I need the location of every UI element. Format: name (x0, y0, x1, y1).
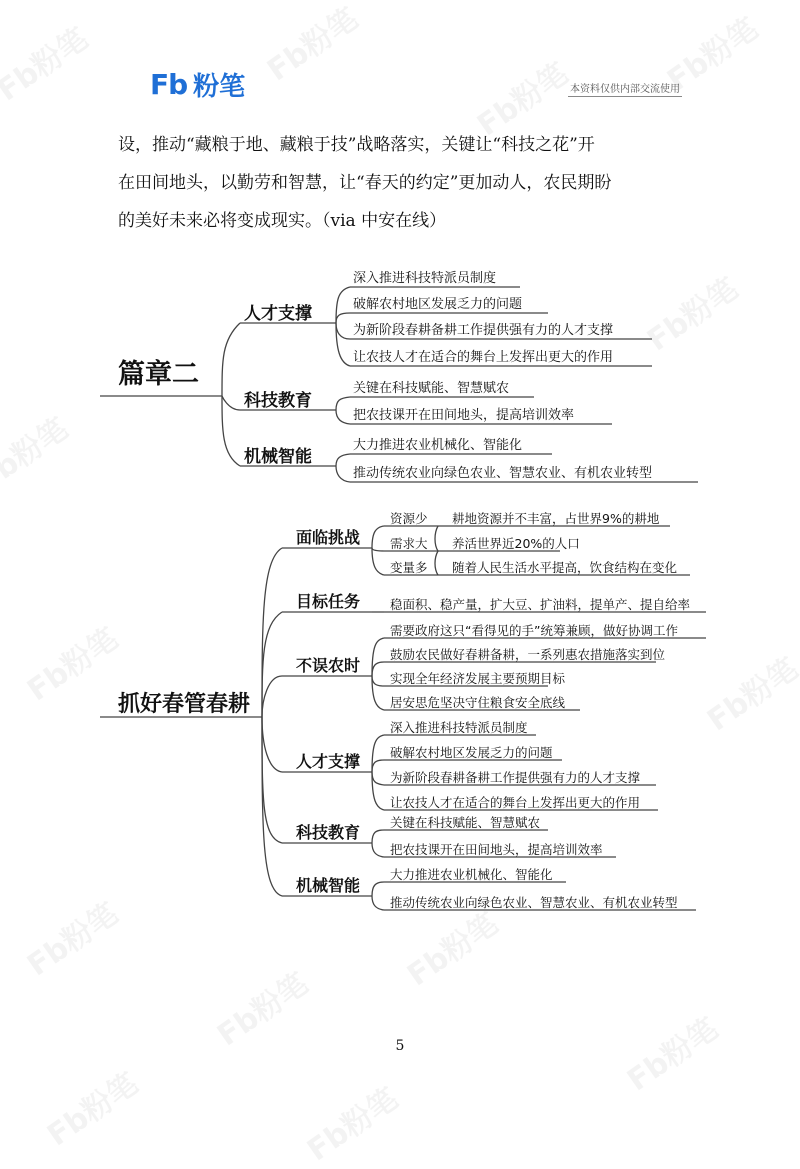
leaf-item: 居安思危坚决守住粮食安全底线 (390, 695, 566, 710)
leaf-item: 鼓励农民做好春耕备耕，一系列惠农措施落实到位 (390, 647, 666, 662)
pair-value: 随着人民生活水平提高，饮食结构在变化 (452, 560, 678, 575)
branch-label: 科技教育 (296, 823, 361, 842)
leaf-item: 大力推进农业机械化、智能化 (390, 867, 553, 882)
paragraph-line: 在田间地头，以勤劳和智慧，让“春天的约定”更加动人，农民期盼 (118, 173, 612, 193)
branch-label: 不误农时 (296, 656, 361, 675)
paragraph-line: 的美好未来必将变成现实。（via 中安在线） (118, 211, 447, 231)
paragraph-line: 设，推动“藏粮于地、藏粮于技”战略落实，关键让“科技之花”开 (118, 135, 595, 155)
branch-label: 人才支撑 (244, 304, 312, 324)
mindmap-title: 抓好春管春耕 (118, 692, 251, 717)
leaf-item: 为新阶段春耕备耕工作提供强有力的人才支撑 (353, 323, 614, 338)
leaf-item: 把农技课开在田间地头，提高培训效率 (353, 408, 575, 423)
branch-label: 机械智能 (244, 447, 312, 467)
mindmap-title: 篇章二 (118, 359, 199, 390)
logo-mark: Fb (150, 68, 188, 101)
leaf-item: 为新阶段春耕备耕工作提供强有力的人才支撑 (390, 770, 641, 785)
branch-label: 机械智能 (296, 876, 361, 895)
leaf-item: 深入推进科技特派员制度 (390, 720, 528, 735)
leaf-item: 大力推进农业机械化、智能化 (353, 438, 523, 453)
pair-value: 养活世界近20%的人口 (452, 536, 580, 551)
internal-use-notice: 本资料仅供内部交流使用 (568, 80, 682, 97)
leaf-item: 深入推进科技特派员制度 (353, 271, 497, 286)
leaf-item: 推动传统农业向绿色农业、智慧农业、有机农业转型 (390, 895, 678, 910)
branch-label: 面临挑战 (296, 528, 361, 547)
leaf-item: 让农技人才在适合的舞台上发挥出更大的作用 (390, 795, 641, 810)
branch-label: 科技教育 (244, 391, 312, 411)
branch-label: 人才支撑 (296, 752, 361, 771)
pair-key: 需求大 (390, 536, 428, 551)
leaf-item: 推动传统农业向绿色农业、智慧农业、有机农业转型 (353, 466, 653, 481)
leaf-item: 实现全年经济发展主要预期目标 (390, 671, 566, 686)
leaf-item: 破解农村地区发展乏力的问题 (390, 745, 553, 760)
leaf-item: 稳面积、稳产量，扩大豆、扩油料，提单产、提自给率 (390, 597, 691, 612)
pair-value: 耕地资源并不丰富，占世界9%的耕地 (452, 511, 660, 526)
logo-text: 粉笔 (193, 72, 246, 102)
leaf-item: 把农技课开在田间地头，提高培训效率 (390, 842, 603, 857)
leaf-item: 让农技人才在适合的舞台上发挥出更大的作用 (353, 350, 614, 365)
pair-key: 资源少 (390, 511, 428, 526)
branch-label: 目标任务 (296, 592, 361, 611)
leaf-item: 破解农村地区发展乏力的问题 (353, 297, 523, 312)
page-number: 5 (395, 1038, 405, 1054)
leaf-item: 关键在科技赋能、智慧赋农 (390, 815, 541, 830)
leaf-item: 需要政府这只“看得见的手”统筹兼顾，做好协调工作 (390, 623, 678, 638)
pair-key: 变量多 (390, 560, 428, 575)
leaf-item: 关键在科技赋能、智慧赋农 (353, 381, 510, 396)
